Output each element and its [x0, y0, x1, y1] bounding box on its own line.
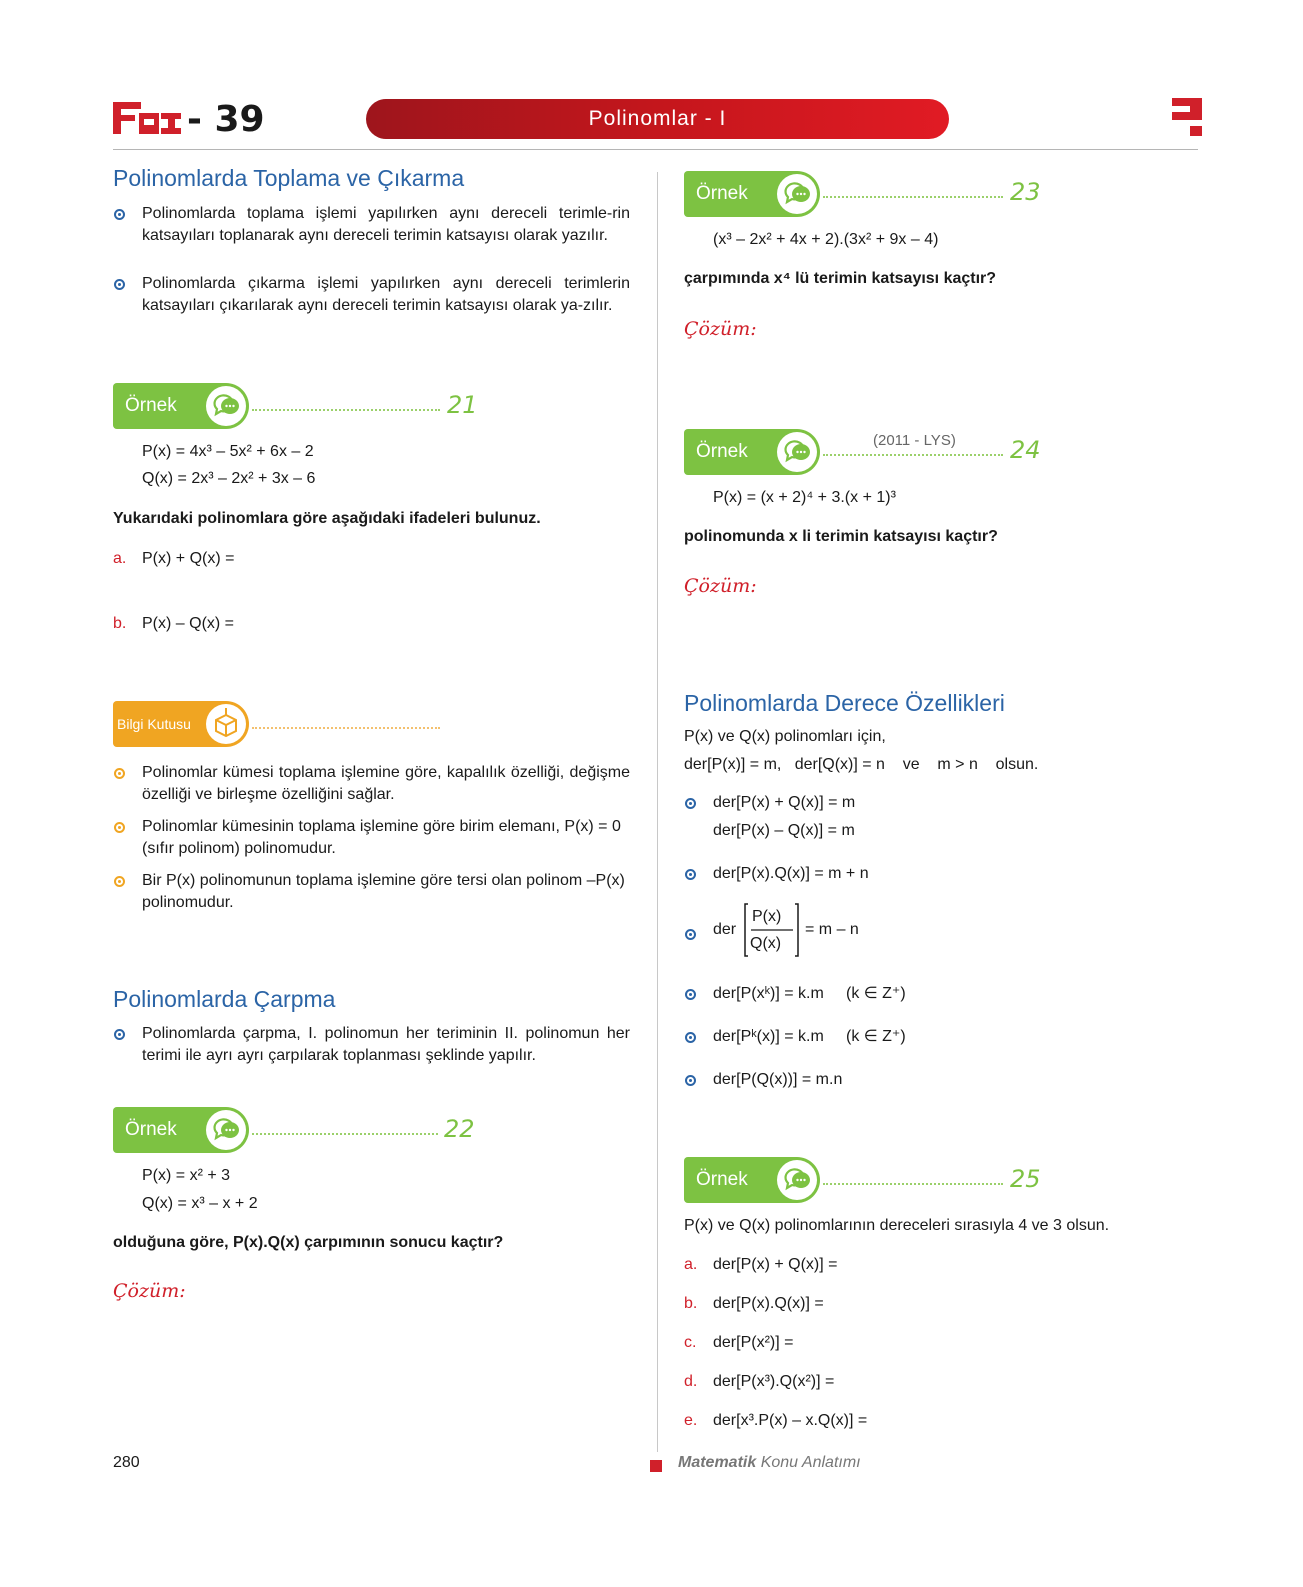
item-text: P(x) + Q(x) =	[142, 550, 235, 567]
example-number: 25	[1010, 1165, 1041, 1193]
info-item: Polinomlar kümesinin toplama işlemine göre birim elemanı, P(x) = 0 (sıfır polinom) polinomudur.	[142, 818, 621, 857]
book-title-bold: Matematik	[678, 1454, 757, 1471]
degree-intro: P(x) ve Q(x) polinomları için,	[684, 728, 886, 745]
example-divider	[823, 1183, 1003, 1185]
example-badge	[113, 383, 249, 429]
faz-number: - 39	[187, 99, 265, 140]
degree-rule-product: der[P(x).Q(x)] = m + n	[713, 865, 869, 882]
info-item: Polinomlar kümesi toplama işlemine göre, kapalılık özelliği, değişme özelliği ve birleşme özelliğini sağlar.	[142, 764, 630, 803]
example-divider	[252, 409, 440, 411]
polynomial-p: P(x) = 4x³ – 5x² + 6x – 2	[142, 443, 314, 460]
exam-tag: (2011 - LYS)	[873, 432, 956, 449]
bullet-icon	[685, 1075, 696, 1086]
item-text: der[P(x) + Q(x)] =	[713, 1256, 838, 1273]
item-letter: b.	[684, 1295, 698, 1312]
example-number: 23	[1010, 178, 1041, 206]
degree-rule-quotient	[713, 902, 873, 958]
item-text: der[P(x).Q(x)] =	[713, 1295, 824, 1312]
speech-bubble-icon	[206, 386, 246, 426]
bullet-icon	[685, 798, 696, 809]
bullet-icon	[685, 929, 696, 940]
item-letter: c.	[684, 1334, 697, 1351]
quotient-result: = m – n	[805, 921, 859, 938]
example-badge-label: Örnek	[696, 183, 748, 204]
speech-bubble-icon	[777, 174, 817, 214]
box-icon	[206, 704, 246, 744]
item-letter: a.	[684, 1256, 698, 1273]
degree-rule-power: der[Pᵏ(x)] = k.m (k ∈ Z⁺)	[713, 1028, 906, 1045]
multiplication-rule: Polinomlarda çarpma, I. polinomun her teriminin II. polinomun her terimi ile ayrı ayrı çarpılarak toplanması şeklinde yapılır.	[142, 1025, 630, 1064]
item-text: der[x³.P(x) – x.Q(x)] =	[713, 1412, 868, 1429]
example-prompt: olduğuna göre, P(x).Q(x) çarpımının sonucu kaçtır?	[113, 1234, 504, 1251]
example-badge-label: Örnek	[696, 441, 748, 462]
section-title-addition: Polinomlarda Toplama ve Çıkarma	[113, 165, 465, 191]
section-title-multiplication: Polinomlarda Çarpma	[113, 986, 336, 1012]
bullet-icon	[114, 279, 125, 290]
bullet-icon	[114, 209, 125, 220]
bullet-icon	[685, 1032, 696, 1043]
book-title-rest: Konu Anlatımı	[756, 1454, 861, 1471]
bullet-icon	[685, 869, 696, 880]
item-text: der[P(x²)] =	[713, 1334, 794, 1351]
item-letter: a.	[113, 550, 127, 567]
book-title	[678, 1454, 861, 1472]
example-number: 21	[447, 391, 478, 419]
subtraction-rule: Polinomlarda çıkarma işlemi yapılırken aynı dereceli terimlerin katsayıları çıkarılarak aynı dereceli terimin katsayısı olarak ya-zılır.	[142, 275, 630, 314]
der-label: der	[713, 921, 737, 938]
footer-square-icon	[650, 1460, 662, 1472]
product-expression: (x³ – 2x² + 4x + 2).(3x² + 9x – 4)	[713, 231, 939, 248]
bullet-icon	[114, 768, 125, 779]
info-box-badge	[113, 701, 249, 747]
example-prompt: polinomunda x li terimin katsayısı kaçtır?	[684, 528, 998, 545]
degree-rule-composition: der[P(Q(x))] = m.n	[713, 1071, 843, 1088]
example-badge-label: Örnek	[696, 1169, 748, 1190]
degree-rule-sum: der[P(x) + Q(x)] = m	[713, 794, 856, 811]
bullet-icon	[685, 989, 696, 1000]
info-box-divider	[252, 727, 440, 729]
item-letter: e.	[684, 1412, 698, 1429]
speech-bubble-icon	[206, 1110, 246, 1150]
example-number: 24	[1010, 436, 1041, 464]
section-title-degree: Polinomlarda Derece Özellikleri	[684, 690, 1005, 716]
item-text: der[P(x³).Q(x²)] =	[713, 1373, 835, 1390]
item-letter: b.	[113, 615, 127, 632]
header-divider	[113, 149, 1198, 150]
polynomial-q: Q(x) = 2x³ – 2x² + 3x – 6	[142, 470, 316, 487]
solution-label: Çözüm:	[684, 318, 757, 340]
column-divider	[657, 172, 658, 1452]
item-letter: d.	[684, 1373, 698, 1390]
corner-logo-icon	[1172, 98, 1202, 145]
degree-definition: der[P(x)] = m, der[Q(x)] = n ve m > n olsun.	[684, 756, 1039, 773]
page-title: Polinomlar - I	[366, 99, 949, 139]
example-badge	[684, 429, 820, 475]
example-number: 22	[444, 1115, 475, 1143]
polynomial-expression: P(x) = (x + 2)⁴ + 3.(x + 1)³	[713, 489, 896, 506]
bullet-icon	[114, 822, 125, 833]
example-prompt: Yukarıdaki polinomlara göre aşağıdaki ifadeleri bulunuz.	[113, 510, 541, 527]
degree-rule-power-arg: der[P(xᵏ)] = k.m (k ∈ Z⁺)	[713, 985, 906, 1002]
speech-bubble-icon	[777, 1160, 817, 1200]
example-badge-label: Örnek	[125, 395, 177, 416]
fraction-numerator: P(x)	[752, 908, 782, 925]
example-divider	[252, 1133, 438, 1135]
example-divider	[823, 454, 1003, 456]
bullet-icon	[114, 1029, 125, 1040]
example-badge	[684, 1157, 820, 1203]
example-badge	[684, 171, 820, 217]
bullet-icon	[114, 876, 125, 887]
addition-rule: Polinomlarda toplama işlemi yapılırken aynı dereceli terimle-rin katsayıları toplanarak aynı dereceli terimin katsayısı olarak yazılır.	[142, 205, 630, 244]
polynomial-q: Q(x) = x³ – x + 2	[142, 1195, 258, 1212]
info-item: Bir P(x) polinomunun toplama işlemine göre tersi olan polinom –P(x) polinomudur.	[142, 872, 625, 911]
item-text: P(x) – Q(x) =	[142, 615, 235, 632]
polynomial-p: P(x) = x² + 3	[142, 1167, 231, 1184]
solution-label: Çözüm:	[113, 1280, 186, 1302]
faz-logo	[113, 98, 181, 138]
degree-rule-difference: der[P(x) – Q(x)] = m	[713, 822, 855, 839]
speech-bubble-icon	[777, 432, 817, 472]
solution-label: Çözüm:	[684, 575, 757, 597]
example-badge	[113, 1107, 249, 1153]
example-prompt: P(x) ve Q(x) polinomlarının dereceleri sırasıyla 4 ve 3 olsun.	[684, 1217, 1110, 1234]
example-divider	[823, 196, 1003, 198]
info-box-label: Bilgi Kutusu	[117, 716, 191, 732]
example-prompt: çarpımında x⁴ lü terimin katsayısı kaçtır?	[684, 270, 997, 287]
page-number: 280	[113, 1454, 140, 1471]
example-badge-label: Örnek	[125, 1119, 177, 1140]
fraction-denominator: Q(x)	[750, 935, 782, 952]
